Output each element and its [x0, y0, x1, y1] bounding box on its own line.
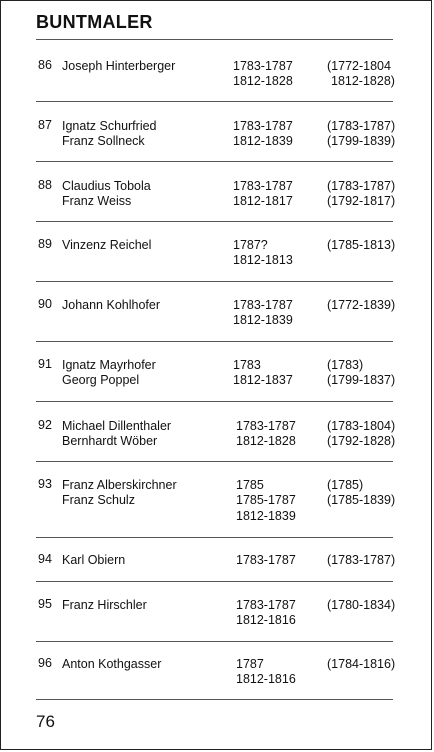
service-years: 1812-1813: [233, 253, 293, 267]
lifespan: (1772-1804: [327, 59, 391, 73]
divider-rule: [36, 581, 393, 582]
lifespan: (1785): [327, 478, 364, 492]
lifespan: (1783-1787): [327, 553, 396, 567]
service-years: 1812-1816: [236, 613, 296, 627]
divider-rule: [36, 101, 393, 102]
service-years: 1785: [236, 478, 264, 492]
divider-rule: [36, 641, 393, 642]
painter-name: Ignatz Mayrhofer: [62, 358, 156, 372]
service-years: 1812-1837: [233, 373, 293, 387]
entry-number: 90: [38, 297, 52, 311]
entry-number: 95: [38, 597, 52, 611]
service-years: 1812-1828: [236, 434, 296, 448]
lifespan: (1772-1839): [327, 298, 396, 312]
lifespan: (1792-1817): [327, 194, 396, 208]
lifespan: (1783-1787): [327, 119, 396, 133]
service-years: 1812-1839: [233, 134, 293, 148]
page-title: BUNTMALER: [36, 12, 153, 32]
entry-number: 92: [38, 418, 52, 432]
lifespan: (1799-1837): [327, 373, 396, 387]
painter-name: Karl Obiern: [62, 553, 126, 567]
lifespan: (1783-1787): [327, 179, 396, 193]
painter-name: Johann Kohlhofer: [62, 298, 160, 312]
lifespan: (1783-1804): [327, 419, 396, 433]
divider-rule: [36, 699, 393, 700]
service-years: 1785-1787: [236, 493, 296, 507]
painter-name: Franz Weiss: [62, 194, 132, 208]
service-years: 1787?: [233, 238, 268, 252]
divider-rule: [36, 221, 393, 222]
painter-name: Vinzenz Reichel: [62, 238, 152, 252]
service-years: 1783-1787: [233, 119, 293, 133]
entry-number: 89: [38, 237, 52, 251]
lifespan: (1783): [327, 358, 364, 372]
page-number: 76: [36, 712, 55, 731]
service-years: 1787: [236, 657, 264, 671]
divider-rule: [36, 161, 393, 162]
entry-number: 91: [38, 357, 52, 371]
service-years: 1812-1816: [236, 672, 296, 686]
service-years: 1783-1787: [236, 598, 296, 612]
service-years: 1812-1817: [233, 194, 293, 208]
divider-rule: [36, 401, 393, 402]
painter-name: Michael Dillenthaler: [62, 419, 172, 433]
service-years: 1812-1839: [236, 509, 296, 523]
service-years: 1783-1787: [233, 179, 293, 193]
entry-number: 88: [38, 178, 52, 192]
painter-name: Franz Hirschler: [62, 598, 147, 612]
entry-number: 94: [38, 552, 52, 566]
lifespan: (1792-1828): [327, 434, 396, 448]
entry-number: 93: [38, 477, 52, 491]
divider-rule: [36, 39, 393, 40]
divider-rule: [36, 461, 393, 462]
painter-name: Anton Kothgasser: [62, 657, 162, 671]
service-years: 1783-1787: [233, 59, 293, 73]
lifespan: (1785-1813): [327, 238, 396, 252]
service-years: 1812-1828: [233, 74, 293, 88]
service-years: 1783-1787: [236, 419, 296, 433]
painter-name: Franz Sollneck: [62, 134, 145, 148]
service-years: 1812-1839: [233, 313, 293, 327]
lifespan: 1812-1828): [331, 74, 395, 88]
lifespan: (1780-1834): [327, 598, 396, 612]
divider-rule: [36, 537, 393, 538]
divider-rule: [36, 281, 393, 282]
entry-number: 96: [38, 656, 52, 670]
entry-number: 87: [38, 118, 52, 132]
painter-name: Franz Schulz: [62, 493, 135, 507]
painter-name: Ignatz Schurfried: [62, 119, 157, 133]
painter-name: Georg Poppel: [62, 373, 140, 387]
lifespan: (1784-1816): [327, 657, 396, 671]
service-years: 1783: [233, 358, 261, 372]
lifespan: (1799-1839): [327, 134, 396, 148]
service-years: 1783-1787: [236, 553, 296, 567]
painter-name: Joseph Hinterberger: [62, 59, 176, 73]
entry-number: 86: [38, 58, 52, 72]
lifespan: (1785-1839): [327, 493, 396, 507]
divider-rule: [36, 341, 393, 342]
painter-name: Claudius Tobola: [62, 179, 151, 193]
painter-name: Franz Alberskirchner: [62, 478, 177, 492]
service-years: 1783-1787: [233, 298, 293, 312]
painter-name: Bernhardt Wöber: [62, 434, 158, 448]
